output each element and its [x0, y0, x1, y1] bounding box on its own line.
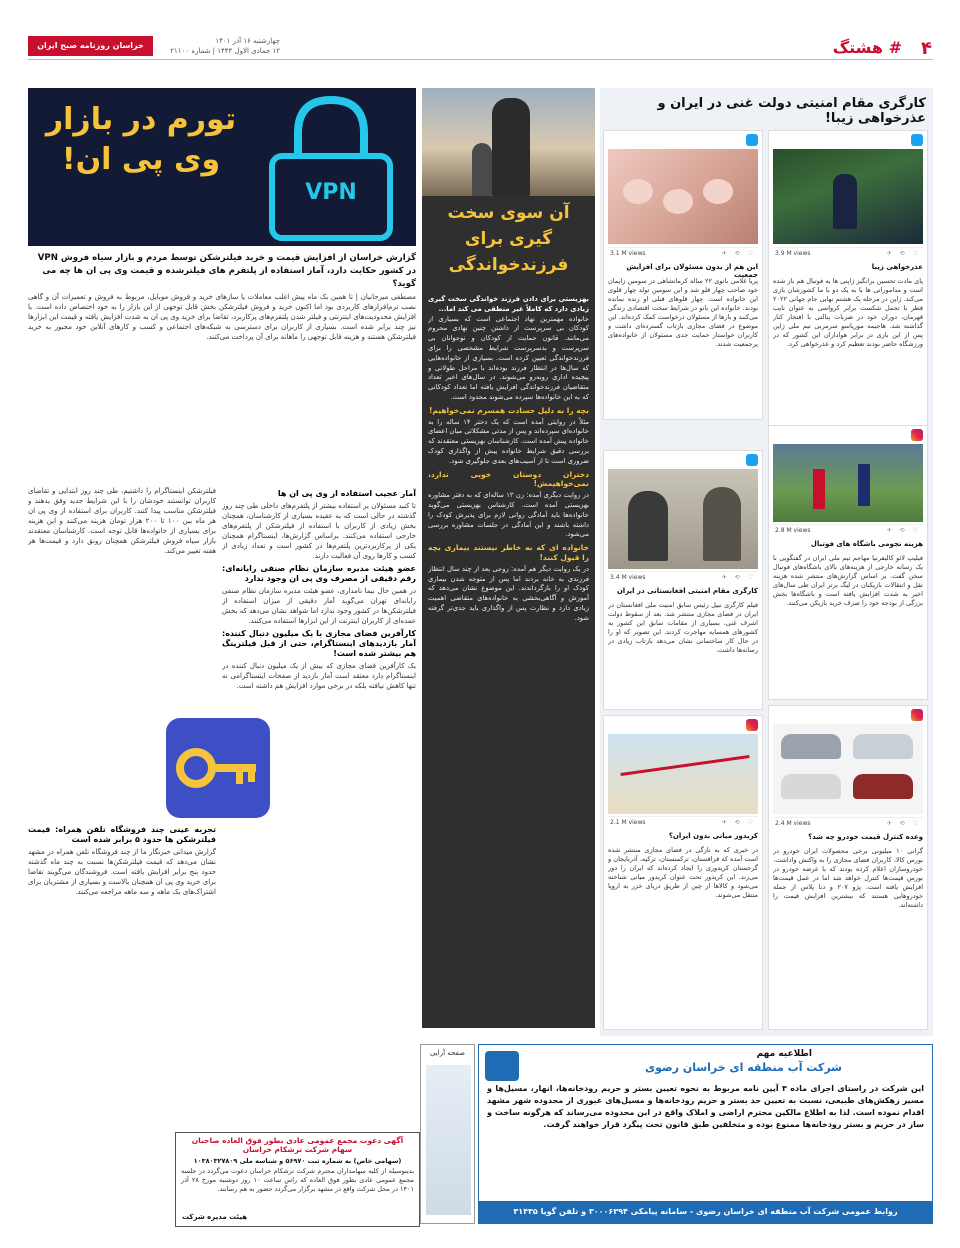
post-actions-icon[interactable]: ♡ ⟲ ✈ [721, 250, 756, 257]
vpn-label: VPN [305, 180, 357, 205]
car-figure [781, 734, 841, 759]
man-figure [703, 487, 741, 561]
car-figure [853, 734, 913, 759]
social-post [768, 425, 928, 700]
lead-column-left-lower [28, 822, 216, 1127]
lead-paragraph: در همین حال نیما نامداری، عضو هیئت مدیره سازمان نظام صنفی رایانه‌ای تهران می‌گوید آمار دقیقی از میزان استفاده از فیلترشکن‌ها در کشور وجود ندارد اما شواهد نشان می‌دهد که بخش عمده‌ای از کاربران اینترنت از این ابزارها استفاده می‌کنند. [222, 587, 416, 625]
adoption-paragraph: در روایت دیگری آمده: زن ۱۳ ساله‌ای که به دفتر مشاوره بهزیستی آمده است. کارشناس بهزیستی می‌گوید خانواده‌ها باید آمادگی روانی لازم برای پذیرش کودک را داشته باشند و این آمادگی در جلسات مشاوره بررسی می‌شود. [428, 491, 589, 539]
adoption-intro: بهزیستی برای دادن فرزند خواندگی سخت گیری زیادی دارد که کاملاً غیر منطقی می کند اما... [428, 295, 589, 313]
post-caption: این هم از بدون مسئولان برای افزایش جمعیت [626, 263, 758, 279]
post-stats [608, 571, 758, 583]
twitter-icon [911, 134, 923, 146]
lead-subheading: تجربه عینی چند فروشگاه تلفن همراه: قیمت فیلترشکن ها حدود ۵ برابر شده است [28, 825, 216, 844]
post-image [773, 444, 923, 522]
parent-figure [492, 98, 530, 196]
baby-figure [663, 189, 693, 214]
adoption-paragraph: خانواده مهمترین نهاد اجتماعی است که بسیاری از کودکان بی سرپرست از داشتن چنین نهادی محروم می‌مانند. قانون حمایت از کودکان و نوجوانان بی سرپرست و بدسرپرست شرایط مشخصی را برای فرزندخواندگی تعیین کرده است. بسیاری از خانواده‌هایی که سال‌ها در انتظار فرزند بوده‌اند با مراحل طولانی و پیچیده اداری روبه‌رو می‌شوند. در سال‌های اخیر تعداد متقاضیان فرزندخواندگی افزایش یافته اما تعداد کودکانی که به این خانواده‌ها سپرده می‌شوند محدود است. [428, 314, 589, 401]
car-figure [853, 774, 913, 799]
notice-title: اطلاعیه مهم [756, 1049, 812, 1059]
lead-subheading: عضو هیئت مدیره سازمان نظام صنفی رایانه‌ای: رقم دقیقی از مصرف وی پی ان وجود ندارد [222, 564, 416, 583]
man-figure [628, 491, 668, 561]
views-count: 3.1 M views [610, 250, 646, 257]
post-body: پای مادت تحسین برانگیز ژاپنی ها به فوتبال هم باز شده است و مداموراتی ها با به یک دو با ما کشورشان بازی می‌کند. ژاپن در مرحله یک هشتم نهایی جام جهانی ۲۰۲۲ قطر با تحمل شکست برابر کرواسی به عنوان نایب قهرمان، دوران خود در ضربات پنالتی با افتخار کنار گذاشته شد. هاجیمه موریاسو سرمربی تیم ملی ژاپن پس از این بازی در برابر هواداران این کشور که در ورزشگاه حاضر بودند تعظیم کرد و عذرخواهی کرد. [773, 277, 923, 348]
post-stats [773, 524, 923, 536]
lead-headline: تورم در بازار وی پی ان! [45, 102, 237, 177]
lead-subheading: کارآفرین فضای مجازی با یک میلیون دنبال کننده: آمار بازدیدهای اینستاگرام، حتی از قبل فیلترینگ هم بیشتر شده است! [222, 629, 416, 658]
social-post [768, 130, 928, 430]
post-actions-icon[interactable]: ♡ ⟲ ✈ [721, 574, 756, 581]
post-actions-icon[interactable]: ♡ ⟲ ✈ [721, 819, 756, 826]
post-body: در خبری که به تازگی در فضای مجازی منتشر شده است آمده که قزاقستان، ترکمنستان، ترکیه، آذربایجان و گرجستان کریدوری را ایجاد کرده‌اند که ایران را دور می‌زند. این کریدور تحت عنوان کریدور میانی شناخته می‌شود و کالاها از چین از طریق دریای خزر به اروپا منتقل می‌شوند. [608, 846, 758, 899]
post-caption: عذرخواهی زیبا [871, 263, 923, 271]
assembly-body: بدینوسیله از کلیه سهامداران محترم شرکت ترشکام خراسان دعوت می‌گردد در جلسه مجمع عمومی عادی بطور فوق العاده که راس ساعت ۱۰ روز دوشنبه مورخ ۲۸ آذر ۱۴۰۱ در محل شرکت واقع در مشهد برگزار می‌گردد حضور به هم رسانند. [181, 1167, 414, 1193]
car-figure [781, 774, 841, 799]
lead-column-left: فیلترشکن اینستاگرام را داشتیم، طی چند روز ابتدایی و تقاضای کاربران توانستند خودشان را با این شرایط جدید وفق بدهند و فیلترشکن مناسب پیدا کنند. کاربران برای استفاده از وی پی ان هر ماه بین ۱۰۰ تا ۲۰۰ هزار تومان هزینه می‌کنند و این هزینه برای بسیاری از خانواده‌ها قابل توجه است. کارشناسان معتقدند بازار سیاه فروش فیلترشکن همچنان رونق دارد و قیمت‌ها هر هفته تغییر می‌کند. [28, 487, 216, 555]
baby-figure [623, 179, 653, 204]
adoption-headline: آن سوی سخت گیری برای فرزندخواندگی [447, 203, 570, 275]
social-post [603, 450, 763, 710]
masthead-logo: خراسان روزنامه صبح ایران [28, 36, 153, 56]
section-title: # هشتگ [832, 38, 902, 57]
key-shaft [210, 764, 256, 772]
adoption-subheading: خانواده ای که به خاطر نیستند بیماری بچه را قبول کنند! [428, 543, 589, 562]
water-company-notice [478, 1044, 933, 1224]
padlock-shackle [298, 100, 364, 158]
layout-credit-map [426, 1065, 471, 1215]
assembly-signature: هیئت مدیره شرکت [182, 1213, 248, 1221]
post-image [608, 149, 758, 244]
notice-body: این شرکت در راستای اجرای ماده ۳ آیین نامه مربوط به نحوه تعیین بستر و حریم رودخانه‌ها، انهار، مسیل‌ها و مسیر زهکش‌های طبیعی، نسبت به تعیین حد بستر و حریم رودخانه‌ها و مسیل‌های عبوری از محدوده شهر مشهد اقدام نموده است. لذا به اطلاع مالکین محترم اراضی و املاک واقع در این محدوده می‌رساند که هرگونه ساخت و ساز در حریم و بستر رودخانه‌ها ممنوع بوده و متخلفین طبق قانون تحت پیگرد قرار خواهند گرفت. [487, 1084, 924, 1129]
hashtag-panel-title: کارگری مقام امنیتی دولت غنی در ایران و عذرخواهی زیبا! [657, 96, 926, 126]
post-body: پریا غلامی بانوی ۲۲ ساله کرمانشاهی در سومین زایمان خود صاحب چهار قلو شد و این سومین تولد چهار قلوی این خانواده است. چهار قلوهای قبلی او زنده نمانده بودند. خانواده این بانو در شرایط سخت اقتصادی زندگی می‌کنند و بارها از مسئولان درخواست کمک کرده‌اند. این موضوع در فضای مجازی بازتاب گسترده‌ای داشت و کاربران خواستار حمایت جدی مسئولان از خانواده‌های پرجمعیت شدند. [608, 277, 758, 348]
post-stats [773, 247, 923, 259]
adoption-body [428, 295, 589, 1020]
dateline [160, 36, 280, 56]
key-tooth [236, 772, 243, 784]
post-caption: وعده کنترل قیمت خودرو چه شد؟ [808, 833, 923, 841]
views-count: 2.4 M views [775, 820, 811, 827]
player-figure [813, 469, 825, 509]
key-graphic [166, 718, 270, 818]
page-number: ۴ [921, 38, 932, 59]
adoption-subheading: بچه را به دلیل حسادت همسرم نمی‌خواهیم! [428, 405, 589, 415]
notice-footer: روابط عمومی شرکت آب منطقه ای خراسان رضوی - سامانه پیامکی ۳۰۰۰۶۳۹۴ و تلفن گویا ۳۱۴۳۵ [479, 1201, 932, 1223]
lead-paragraph: یک کارآفرین فضای مجازی که بیش از یک میلیون دنبال کننده در اینستاگرام دارد معتقد است آمار بازدید از صفحات اینستاگرامی نه تنها کاهش نیافته بلکه در برخی موارد افزایش هم داشته است. [222, 662, 416, 690]
twitter-icon [746, 454, 758, 466]
post-stats [608, 247, 758, 259]
adoption-paragraph: مثلاً در روایتی آمده است که یک دختر ۱۴ ساله را به خانواده‌ای سپرده‌اند و پس از مدتی مشکلاتی میان اعضای خانواده پیش آمده است. کارشناسان بهزیستی معتقدند که بررسی دقیق شرایط خانواده پیش از واگذاری کودک ضروری است تا از آسیب‌های بعدی جلوگیری شود. [428, 417, 589, 465]
post-body: گرانی ۱۰ میلیونی برخی محصولات ایران خودرو در بورس کالا، کاربران فضای مجازی را به واکنش واداشت. خودروسازان اعلام کرده بودند که با عرضه خودرو در بورس قیمت‌ها کنترل خواهد شد اما در عمل قیمت‌ها افزایش یافته است. پژو ۲۰۷ و دنا پلاس از جمله خودروهایی هستند که بیشترین افزایش قیمت را داشته‌اند. [773, 847, 923, 909]
key-bow [180, 752, 212, 784]
assembly-title: آگهی دعوت مجمع عمومی عادی بطور فوق العاده صاحبان سهام شرکت ترشکام خراسان [191, 1136, 404, 1154]
lead-subheadline: گزارش خراسان از افزایش قیمت و خرید فیلترشکن توسط مردم و بازار سیاه فروش VPN در کشور حکایت دارد، آمار استفاده از پلتفرم های فیلترشده و قیمت وی پی ان ها چه می گوید؟ [37, 253, 416, 289]
post-body: فیلیپ لائو کالیفرنیا مهاجم تیم ملی ایران در گفتگویی با یک رسانه خارجی از هزینه‌های بالای باشگاه‌های فوتبال سخن گفت. بر اساس گزارش‌های منتشر شده هزینه نقل و انتقالات بازیکنان در لیگ برتر ایران طی سال‌های اخیر به شدت افزایش یافته است و باشگاه‌ها بخش بزرگی از بودجه خود را صرف خرید بازیکن می‌کنند. [773, 554, 923, 607]
corridor-route-line [620, 755, 749, 776]
views-count: 2.1 M views [610, 819, 646, 826]
post-caption: کریدور میانی بدون ایران؟ [668, 832, 758, 840]
date-line-2: ۱۲ جمادی الاول ۱۴۴۴ | شماره ۲۱۱۰۰ [170, 47, 280, 55]
post-caption: هزینه نجومی باشگاه های فوتبال [810, 540, 923, 548]
post-actions-icon[interactable]: ♡ ⟲ ✈ [886, 250, 921, 257]
player-figure [858, 464, 870, 506]
social-post [603, 715, 763, 1030]
lead-paragraph: گزارش میدانی خبرنگار ما از چند فروشگاه تلفن همراه در مشهد نشان می‌دهد که قیمت فیلترشکن‌ها نسبت به چند ماه گذشته حدود پنج برابر افزایش یافته است. فروشندگان می‌گویند تقاضا برای خرید وی پی ان همچنان بالاست و بسیاری از مشتریان برای اشتراک‌های یک ماهه و سه ماهه مراجعه می‌کنند. [28, 848, 216, 896]
adoption-subheading: دختران دوستان خوبی ندارد، نمی‌خواهیمش! [428, 469, 589, 489]
social-post [768, 705, 928, 1030]
views-count: 3.4 M views [610, 574, 646, 581]
post-stats [608, 816, 758, 828]
instagram-icon [911, 429, 923, 441]
layout-credit-box [420, 1044, 475, 1224]
key-icon [166, 718, 270, 818]
date-line-1: چهارشنبه ۱۶ آذر ۱۴۰۱ [215, 37, 280, 45]
post-stats [773, 817, 923, 829]
lead-paragraph: تا کنید مسئولان بر استفاده بیشتر از پلتفرم‌های داخلی طی چند روز گذشته در حالی است که به عقیده بسیاری از کارشناسان، همچنان بخش زیادی از کاربران با استفاده از فیلترشکن از پلتفرم‌های خارجی استفاده می‌کنند. براساس گزارش‌ها، اینستاگرام همچنان یکی از پرکاربردترین پلتفرم‌ها در کشور است و تعداد زیادی از کسب و کارها روی آن فعالیت دارند. [222, 502, 416, 560]
lead-subheading: آمار عجیب استفاده از وی پی ان ها [277, 489, 416, 498]
instagram-icon [746, 719, 758, 731]
views-count: 3.9 M views [775, 250, 811, 257]
assembly-subtitle: (سهامی خاص) به شماره ثبت ۵۶۹۷۰ و شناسه ملی ۱۰۳۸۰۳۲۷۸۰۹ [193, 1157, 402, 1165]
bowing-coach-figure [833, 174, 857, 229]
post-actions-icon[interactable]: ♡ ⟲ ✈ [886, 527, 921, 534]
post-image [773, 149, 923, 244]
adoption-photo [422, 88, 595, 196]
baby-figure [703, 179, 733, 204]
instagram-icon [911, 709, 923, 721]
shareholders-meeting-notice [175, 1132, 420, 1227]
notice-organization: شرکت آب منطقه ای خراسان رضوی [645, 1061, 842, 1074]
layout-credit-label: صفحه آرایی [429, 1049, 466, 1057]
post-body: فیلم کارگری نبیل رئیس سابق امنیت ملی افغانستان در ایران در فضای مجازی منتشر شد. بعد از سقوط دولت اشرف غنی، بسیاری از مقامات سابق این کشور به کشورهای همسایه مهاجرت کردند. این تصویر که او را در حال کار ساختمانی نشان می‌دهد بازتاب زیادی در رسانه‌ها داشت. [608, 601, 758, 654]
lead-body: مصطفی میرجانیان | تا همین یک ماه پیش اغلب معاملات یا سازهای خرید و فروش موبایل، مربوط به فروش و تعمیرات آن و گاهی نصب نرم‌افزارهای کاربردی بود اما اکنون خرید و فروش فیلترشکن بخش قابل توجهی از این بازار را به خود اختصاص داده است. با افزایش محدودیت‌های اینترنتی و فیلتر شدن پلتفرم‌های پرکاربرد، تقاضا برای خرید وی پی ان به شدت افزایش یافته و قیمت این ابزارها نیز چند برابر شده است. بسیاری از کاربران برای دسترسی به شبکه‌های اجتماعی و کسب و کارهای آنلاین خود مجبور به خرید فیلترشکن هستند و هزینه قابل توجهی را ماهانه برای آن پرداخت می‌کنند. [28, 293, 416, 341]
post-caption: کارگری مقام امنیتی افغانستانی در ایران [616, 587, 758, 595]
post-image [608, 469, 758, 569]
twitter-icon [746, 134, 758, 146]
views-count: 2.8 M views [775, 527, 811, 534]
post-image [773, 724, 923, 814]
water-company-logo [485, 1051, 519, 1081]
key-tooth [248, 772, 255, 782]
post-image [608, 734, 758, 814]
social-post [603, 130, 763, 420]
adoption-paragraph: در یک روایت دیگر هم آمده: زوجی بعد از چند سال انتظار فرزندی به خانه بردند اما پس از متوجه شدن بیماری کودک او را بازگرداندند. این موضوع نشان می‌دهد که آموزش و آگاهی‌بخشی به خانواده‌های متقاضی اهمیت زیادی دارد و نظارت پس از واگذاری باید جدی‌تر گرفته شود. [428, 564, 589, 622]
child-figure [472, 143, 492, 196]
post-actions-icon[interactable]: ♡ ⟲ ✈ [886, 820, 921, 827]
